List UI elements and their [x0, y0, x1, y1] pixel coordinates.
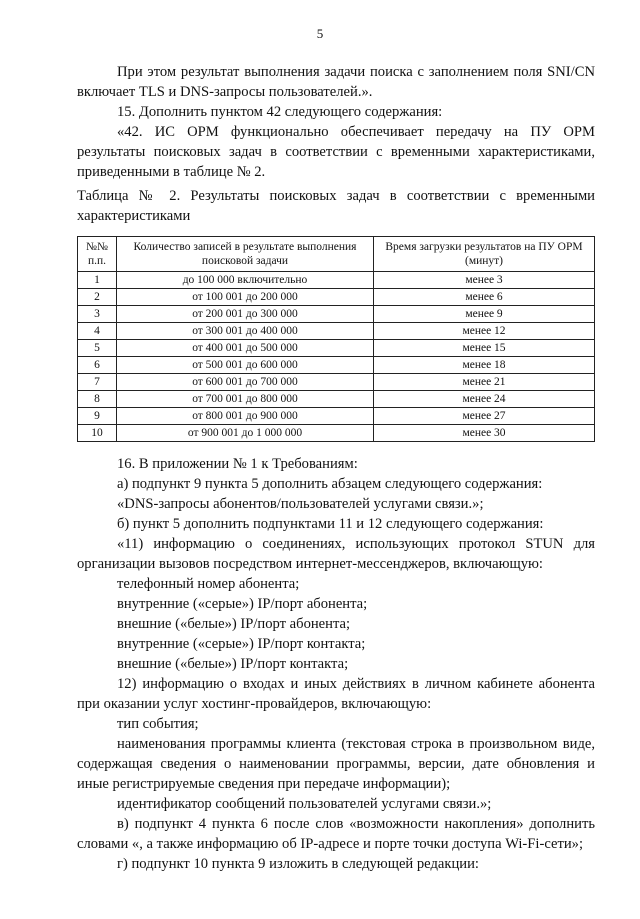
table-row — [78, 306, 595, 323]
table-row — [78, 272, 595, 289]
cell-num: 3 — [78, 306, 117, 323]
cell-time: менее 9 — [374, 306, 595, 323]
intro-paragraph-1: При этом результат выполнения задачи поиска с заполнением поля SNI/CN включает TLS и DNS-запросы пользователей.». — [77, 64, 595, 100]
cell-time: менее 18 — [374, 357, 595, 374]
table-row — [78, 374, 595, 391]
cell-num: 1 — [78, 272, 117, 289]
cell-count: от 700 001 до 800 000 — [117, 391, 374, 408]
cell-count: от 800 001 до 900 000 — [117, 408, 374, 425]
table-row — [78, 425, 595, 442]
cell-count: от 900 001 до 1 000 000 — [117, 425, 374, 442]
table-row — [78, 323, 595, 340]
document-body — [77, 62, 595, 874]
table-caption: Таблица № 2. Результаты поисковых задач в соответствии с временными характеристиками — [77, 188, 595, 224]
cell-time: менее 15 — [374, 340, 595, 357]
cell-num: 2 — [78, 289, 117, 306]
cell-count: от 200 001 до 300 000 — [117, 306, 374, 323]
cell-num: 5 — [78, 340, 117, 357]
cell-count: от 300 001 до 400 000 — [117, 323, 374, 340]
subitem-g-paragraph: г) подпункт 10 пункта 9 изложить в следующей редакции: — [117, 856, 479, 872]
table-row — [78, 340, 595, 357]
subitem-12-paragraph: 12) информацию о входах и иных действиях в личном кабинете абонента при оказании услуг хостинг-провайдеров, включающую: — [77, 676, 595, 712]
item-16-paragraph: 16. В приложении № 1 к Требованиям: — [117, 456, 358, 472]
cell-count: от 600 001 до 700 000 — [117, 374, 374, 391]
header-num: №№ п.п. — [78, 237, 117, 272]
amendments-section — [77, 454, 595, 874]
item-15-paragraph: 15. Дополнить пунктом 42 следующего содержания: — [117, 104, 443, 120]
page-number: 5 — [316, 26, 324, 41]
subitem-11-paragraph: «11) информацию о соединениях, использующих протокол STUN для организации вызовов посредством интернет-мессенджеров, включающую: — [77, 536, 595, 572]
list-item: наименования программы клиента (текстовая строка в произвольном виде, содержащая сведения о наименовании программы, версии, дате обновления и иные регистрируемые сведения при передаче информации); — [77, 736, 595, 792]
list-item: телефонный номер абонента; — [117, 576, 300, 592]
list-item: внешние («белые») IP/порт абонента; — [117, 616, 351, 632]
cell-num: 7 — [78, 374, 117, 391]
subitem-a-paragraph: а) подпункт 9 пункта 5 дополнить абзацем следующего содержания: — [117, 476, 543, 492]
cell-count: до 100 000 включительно — [117, 272, 374, 289]
cell-time: менее 3 — [374, 272, 595, 289]
table-row — [78, 391, 595, 408]
cell-num: 9 — [78, 408, 117, 425]
cell-time: менее 6 — [374, 289, 595, 306]
list-item: внутренние («серые») IP/порт контакта; — [117, 636, 366, 652]
cell-num: 4 — [78, 323, 117, 340]
header-count: Количество записей в результате выполнения поисковой задачи — [117, 237, 374, 272]
cell-time: менее 12 — [374, 323, 595, 340]
list-item: внутренние («серые») IP/порт абонента; — [117, 596, 368, 612]
results-table — [77, 236, 595, 442]
subitem-b-paragraph: б) пункт 5 дополнить подпунктами 11 и 12 следующего содержания: — [117, 516, 544, 532]
cell-count: от 500 001 до 600 000 — [117, 357, 374, 374]
subitem-a-quote: «DNS-запросы абонентов/пользователей услугами связи.»; — [117, 496, 484, 512]
cell-time: менее 27 — [374, 408, 595, 425]
cell-num: 6 — [78, 357, 117, 374]
table-row — [78, 289, 595, 306]
cell-count: от 100 001 до 200 000 — [117, 289, 374, 306]
subitem-v-paragraph: в) подпункт 4 пункта 6 после слов «возможности накопления» дополнить словами «, а также информацию об IP-адресе и порте точки доступа Wi-Fi-сети»; — [77, 816, 595, 852]
table-row — [78, 408, 595, 425]
header-time: Время загрузки результатов на ПУ ОРМ (минут) — [374, 237, 595, 272]
cell-num: 10 — [78, 425, 117, 442]
list-item: внешние («белые») IP/порт контакта; — [117, 656, 349, 672]
cell-time: менее 24 — [374, 391, 595, 408]
table-row — [78, 357, 595, 374]
table-header-row — [78, 237, 595, 272]
cell-time: менее 21 — [374, 374, 595, 391]
list-item: тип события; — [117, 716, 199, 732]
cell-num: 8 — [78, 391, 117, 408]
list-item: идентификатор сообщений пользователей услугами связи.»; — [117, 796, 492, 812]
item-42-paragraph: «42. ИС ОРМ функционально обеспечивает передачу на ПУ ОРМ результаты поисковых задач в соответствии с временными характеристиками, приведенными в таблице № 2. — [77, 124, 595, 180]
cell-time: менее 30 — [374, 425, 595, 442]
cell-count: от 400 001 до 500 000 — [117, 340, 374, 357]
